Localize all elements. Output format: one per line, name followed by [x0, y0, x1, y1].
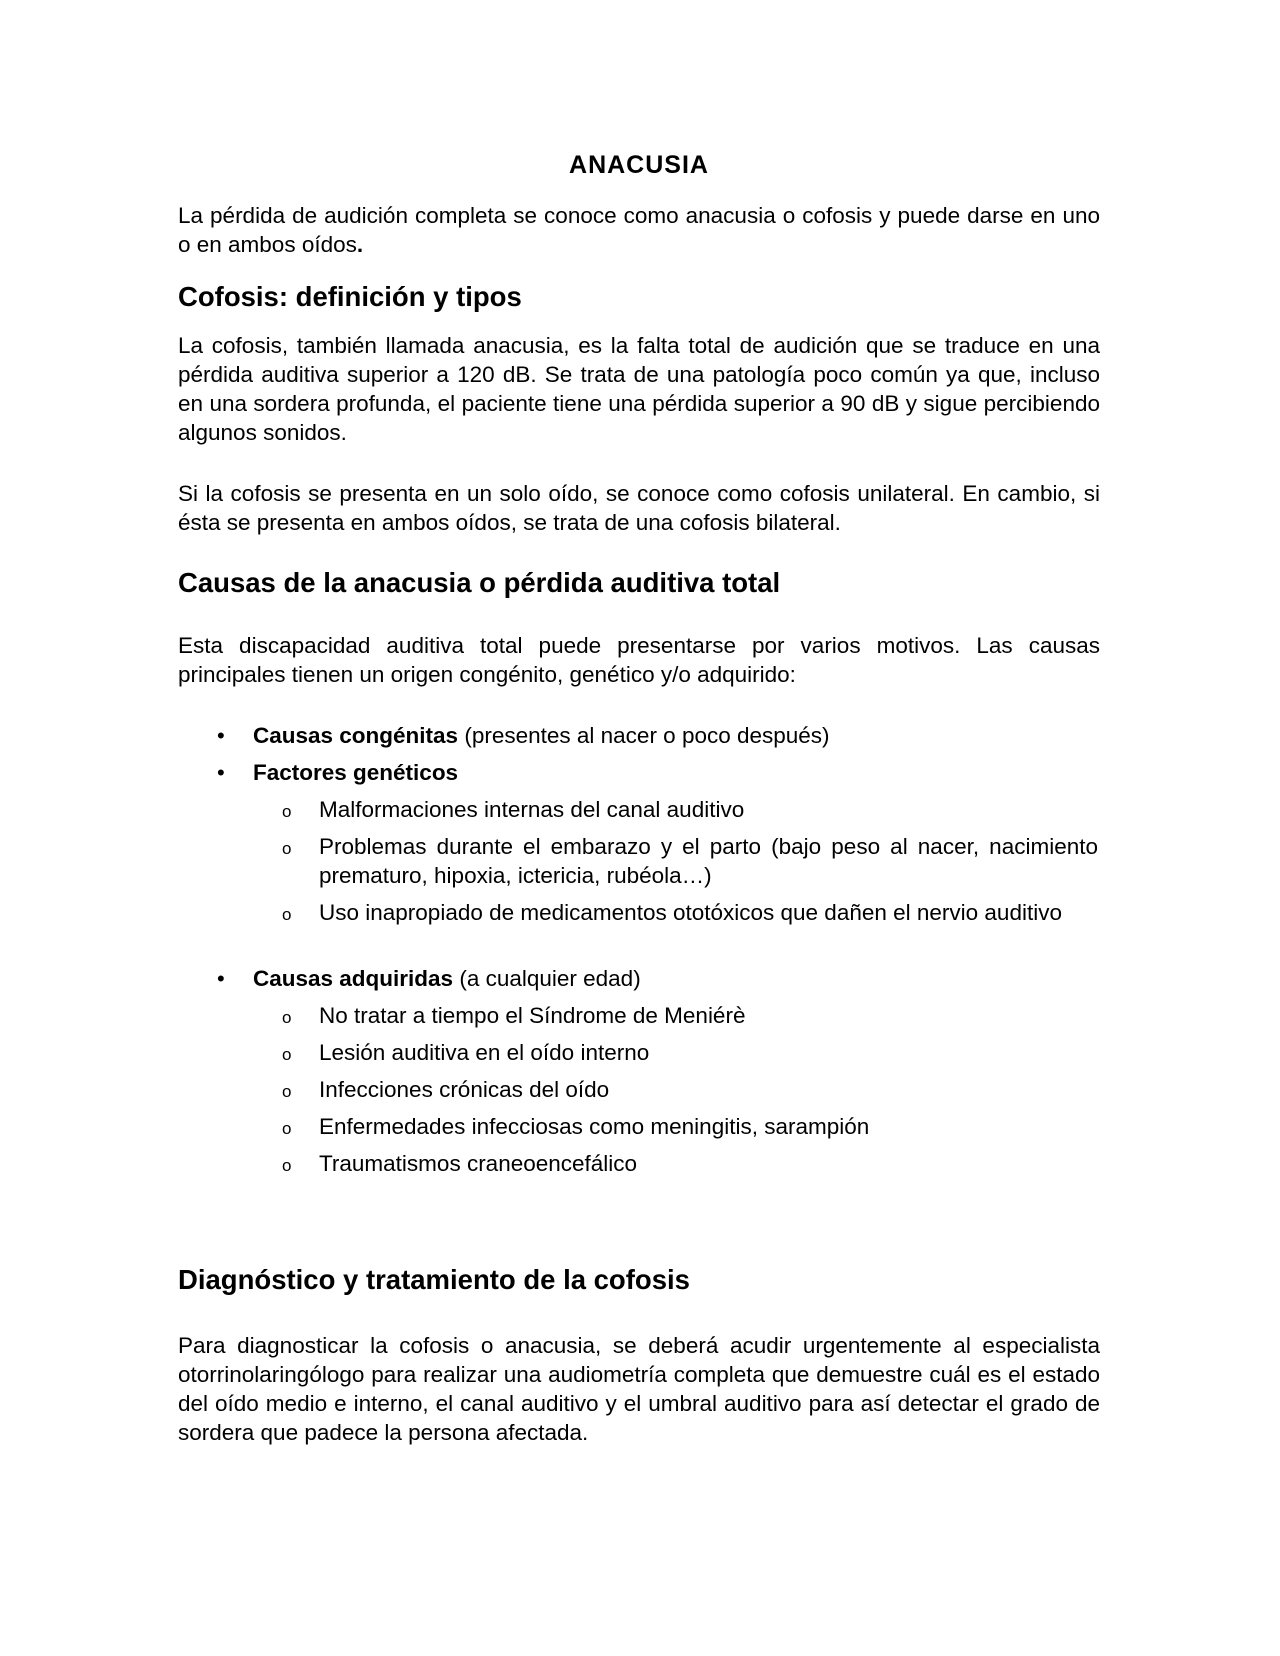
sub-list-item-text: Infecciones crónicas del oído [319, 1077, 610, 1102]
sub-bullet-icon: o [282, 1045, 292, 1064]
list-item-text [253, 721, 1100, 750]
causas-intro-paragraph: Esta discapacidad auditiva total puede presentarse por varios motivos. Las causas principales tienen un origen congénito, genético y/o adquirido: [178, 633, 1100, 687]
sub-list-item-text: Enfermedades infecciosas como meningitis, sarampión [319, 1114, 870, 1139]
section-heading-causas: Causas de la anacusia o pérdida auditiva total [178, 567, 781, 598]
list-item-bold: Causas congénitas [253, 723, 459, 748]
sub-bullet-icon: o [282, 1156, 292, 1175]
cofosis-types-paragraph: Si la cofosis se presenta en un solo oído, se conoce como cofosis unilateral. En cambio, si ésta se presenta en ambos oídos, se trata de una cofosis bilateral. [178, 481, 1100, 535]
list-item-rest: (presentes al nacer o poco después) [458, 723, 830, 748]
intro-paragraph [178, 201, 1100, 259]
sub-bullet-icon: o [282, 905, 292, 924]
sub-bullet-icon: o [282, 1082, 292, 1101]
bullet-icon: • [217, 966, 225, 991]
cofosis-definition-paragraph: La cofosis, también llamada anacusia, es la falta total de audición que se traduce en una pérdida auditiva superior a 120 dB. Se trata de una patología poco común ya que, incluso en una sordera profunda, el paciente tiene una pérdida superior a 90 dB y sigue percibiendo algunos sonidos. [178, 333, 1100, 445]
section-heading-cofosis: Cofosis: definición y tipos [178, 281, 522, 312]
intro-period: . [356, 232, 364, 257]
list-item-bold: Causas adquiridas [253, 966, 454, 991]
sub-bullet-icon: o [282, 802, 292, 821]
sub-bullet-icon: o [282, 1119, 292, 1138]
intro-text: La pérdida de audición completa se conoce como anacusia o cofosis y puede darse en uno o en ambos oídos [178, 203, 1100, 257]
sub-list-item-text: Traumatismos craneoencefálico [319, 1151, 638, 1176]
document-title: ANACUSIA [569, 151, 709, 179]
diagnostico-paragraph: Para diagnosticar la cofosis o anacusia, se deberá acudir urgentemente al especialista otorrinolaringólogo para realizar una audiometría completa que demuestre cuál es el estado del oído medio e interno, el canal auditivo y el umbral auditivo para así detectar el grado de sordera que padece la persona afectada. [178, 1333, 1100, 1445]
list-item-rest: (a cualquier edad) [453, 966, 641, 991]
sub-list-item-text: Problemas durante el embarazo y el parto (bajo peso al nacer, nacimiento prematuro, hipoxia, ictericia, rubéola…) [319, 834, 1098, 888]
sub-list-item-text: Malformaciones internas del canal auditivo [319, 797, 745, 822]
list-item-text [253, 964, 1100, 993]
sub-list-item-text: Lesión auditiva en el oído interno [319, 1040, 650, 1065]
list-item-text [253, 758, 1100, 787]
sub-list-item-text: Uso inapropiado de medicamentos ototóxicos que dañen el nervio auditivo [319, 900, 1062, 925]
sub-bullet-icon: o [282, 1008, 292, 1027]
bullet-icon: • [217, 723, 225, 748]
bullet-icon: • [217, 760, 225, 785]
list-item-bold: Factores genéticos [253, 760, 459, 785]
sub-bullet-icon: o [282, 839, 292, 858]
sub-list-item-text: No tratar a tiempo el Síndrome de Meniérè [319, 1003, 746, 1028]
section-heading-diagnostico: Diagnóstico y tratamiento de la cofosis [178, 1264, 690, 1295]
